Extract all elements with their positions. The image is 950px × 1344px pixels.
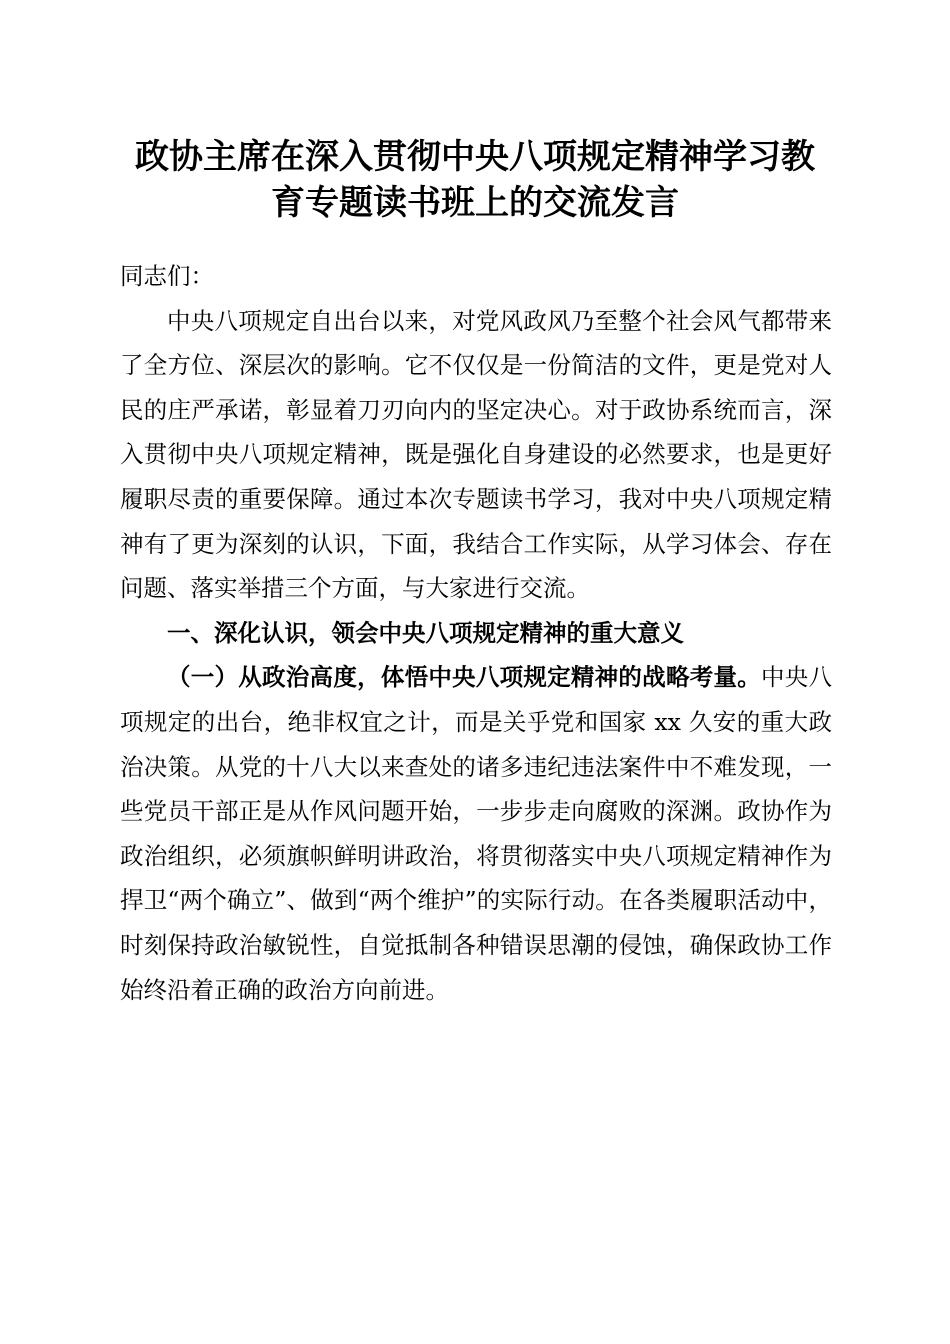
title-line-2: 育专题读书班上的交流发言 [271,183,679,223]
document-body [120,254,832,1012]
subsection-1-heading: （一）从政治高度，体悟中央八项规定精神的战略考量。 [167,663,761,692]
intro-paragraph: 中央八项规定自出台以来，对党风政风乃至整个社会风气都带来了全方位、深层次的影响。它不仅仅是一份简洁的文件，更是党对人民的庄严承诺，彰显着刀刃向内的坚定决心。对于政协系统而言，深入贯彻中央八项规定精神，既是强化自身建设的必然要求，也是更好履职尽责的重要保障。通过本次专题读书学习，我对中央八项规定精神有了更为深刻的认识，下面，我结合工作实际，从学习体会、存在问题、落实举措三个方面，与大家进行交流。 [120,306,832,603]
document-title [100,134,850,226]
subsection-1-paragraph [120,655,832,1012]
subsection-1-body: 中央八项规定的出台，绝非权宜之计，而是关乎党和国家 xx 久安的重大政治决策。从党的十八大以来查处的诸多违纪违法案件中不难发现，一些党员干部正是从作风问题开始，一步步走向腐败的深渊。政协作为政治组织，必须旗帜鲜明讲政治，将贯彻落实中央八项规定精神作为捍卫“两个确立”、做到“两个维护”的实际行动。在各类履职活动中，时刻保持政治敏锐性，自觉抵制各种错误思潮的侵蚀，确保政协工作始终沿着正确的政治方向前进。 [120,663,833,1004]
section-1-heading: 一、深化认识，领会中央八项规定精神的重大意义 [167,618,684,647]
salutation: 同志们： [120,262,214,290]
title-line-1: 政协主席在深入贯彻中央八项规定精神学习教 [135,137,815,177]
